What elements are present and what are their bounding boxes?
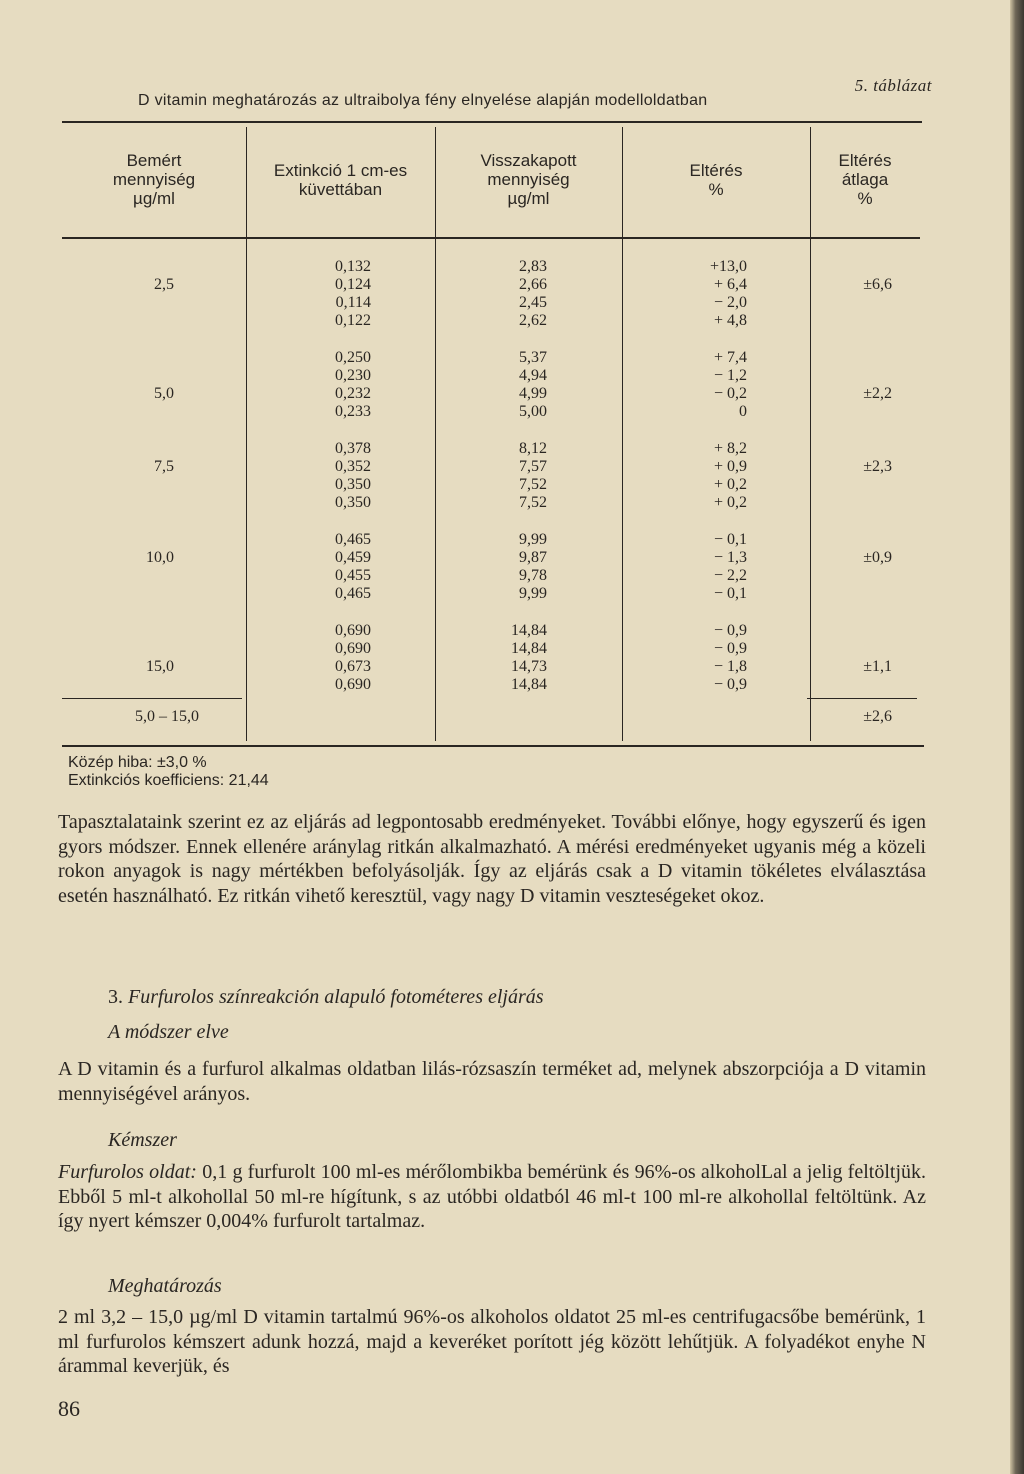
extinction-cell: 0,378 0,352 0,350 0,350 (335, 440, 371, 511)
deviation-cell: + 8,2 + 0,9 + 0,2 + 0,2 (713, 440, 747, 511)
summary-average: ±2,6 (863, 708, 892, 725)
table-column-divider (810, 127, 811, 741)
recovered-cell: 14,84 14,84 14,73 14,84 (511, 622, 547, 693)
recovered-cell: 5,37 4,94 4,99 5,00 (519, 349, 547, 420)
paragraph-determination: 2 ml 3,2 – 15,0 µg/ml D vitamin tartalmú 96%-os alkoholos oldatot 25 ml-es centrifugacsőbe bemérünk, 1 ml furfurolos kémszert adunk hozzá, majd a keveréket porított jég között lehűtjük. A folyadékot enyhe N árammal keverjük, és (58, 1306, 926, 1377)
section-heading (108, 986, 544, 1009)
header-extinction: Extinkció 1 cm-es küvettában (273, 161, 408, 199)
table-top-rule (62, 121, 922, 123)
amount-cell: 15,0 (146, 658, 174, 675)
extinction-cell: 0,465 0,459 0,455 0,465 (335, 531, 371, 602)
reagent-label: Furfurolos oldat: (58, 1161, 197, 1183)
table-header-rule (62, 237, 920, 239)
note-mean-error: Közép hiba: ±3,0 % (68, 754, 207, 771)
subheading-determination: Meghatározás (108, 1275, 222, 1297)
table-summary-rule-right (807, 698, 917, 699)
subheading-reagent: Kémszer (108, 1129, 177, 1151)
average-cell: ±2,2 (863, 385, 892, 402)
amount-cell: 10,0 (146, 549, 174, 566)
deviation-cell: − 0,9 − 0,9 − 1,8 − 0,9 (713, 622, 747, 693)
extinction-cell: 0,132 0,124 0,114 0,122 (335, 258, 371, 329)
table-label: 5. táblázat (854, 76, 932, 95)
extinction-cell: 0,690 0,690 0,673 0,690 (335, 622, 371, 693)
amount-cell: 7,5 (154, 458, 174, 475)
header-average: Eltérés átlaga % (838, 151, 892, 208)
summary-range: 5,0 – 15,0 (135, 708, 199, 725)
header-recovered: Visszakapott mennyiség µg/ml (480, 151, 577, 208)
section-title: Furfurolos színreakción alapuló fotométeres eljárás (128, 986, 544, 1008)
section-number: 3. (108, 986, 123, 1008)
recovered-cell: 8,12 7,57 7,52 7,52 (519, 440, 547, 511)
average-cell: ±0,9 (863, 549, 892, 566)
deviation-cell: +13,0 + 6,4 − 2,0 + 4,8 (709, 258, 747, 329)
average-cell: ±2,3 (863, 458, 892, 475)
reagent-text: 0,1 g furfurolt 100 ml-es mérőlombikba bemérünk és 96%-os alkoholLal a jelig feltöltjük. Ebből 5 ml-t alkohollal 50 ml-re hígítunk, s az utóbbi oldatból 46 ml-t 100 ml-re alkohollal feltöltünk. Az így nyert kémszer 0,004% furfurolt tartalmaz. (58, 1161, 927, 1232)
data-table (62, 121, 924, 747)
paragraph-principle: A D vitamin és a furfurol alkalmas oldatban lilás-rózsaszín terméket ad, melynek abszorpciója a D vitamin mennyiségével arányos. (58, 1058, 926, 1105)
table-notes (68, 754, 269, 790)
table-title: D vitamin meghatározás az ultraibolya fény elnyelése alapján modelloldatban (138, 92, 708, 109)
note-extinction-coefficient: Extinkciós koefficiens: 21,44 (68, 772, 269, 789)
paragraph-reagent (58, 1160, 926, 1234)
subheading-principle: A módszer elve (108, 1021, 229, 1043)
deviation-cell: − 0,1 − 1,3 − 2,2 − 0,1 (713, 531, 747, 602)
table-bottom-rule (62, 745, 924, 747)
header-deviation: Eltérés % (689, 161, 743, 199)
table-summary-rule (62, 698, 242, 699)
average-cell: ±1,1 (863, 658, 892, 675)
recovered-cell: 9,99 9,87 9,78 9,99 (519, 531, 547, 602)
page-number: 86 (58, 1396, 80, 1421)
average-cell: ±6,6 (863, 276, 892, 293)
paragraph-conclusion: Tapasztalataink szerint ez az eljárás ad legpontosabb eredményeket. További előnye, hogy egyszerű és igen gyors módszer. Ennek ellenére aránylag ritkán alkalmazható. A mérési eredményeket ugyanis még a közeli rokon anyagok is nagy mértékben befolyásolják. Így az eljárás csak a D vitamin tökéletes elválasztása esetén használható. Ez ritkán vihető keresztül, vagy nagy D vitamin veszteségeket okoz. (58, 811, 926, 907)
page-edge (1010, 0, 1024, 1474)
extinction-cell: 0,250 0,230 0,232 0,233 (335, 349, 371, 420)
deviation-cell: + 7,4 − 1,2 − 0,2 0 (713, 349, 747, 420)
header-amount: Bemért mennyiség µg/ml (112, 151, 196, 208)
amount-cell: 2,5 (154, 276, 174, 293)
recovered-cell: 2,83 2,66 2,45 2,62 (519, 258, 547, 329)
amount-cell: 5,0 (154, 385, 174, 402)
